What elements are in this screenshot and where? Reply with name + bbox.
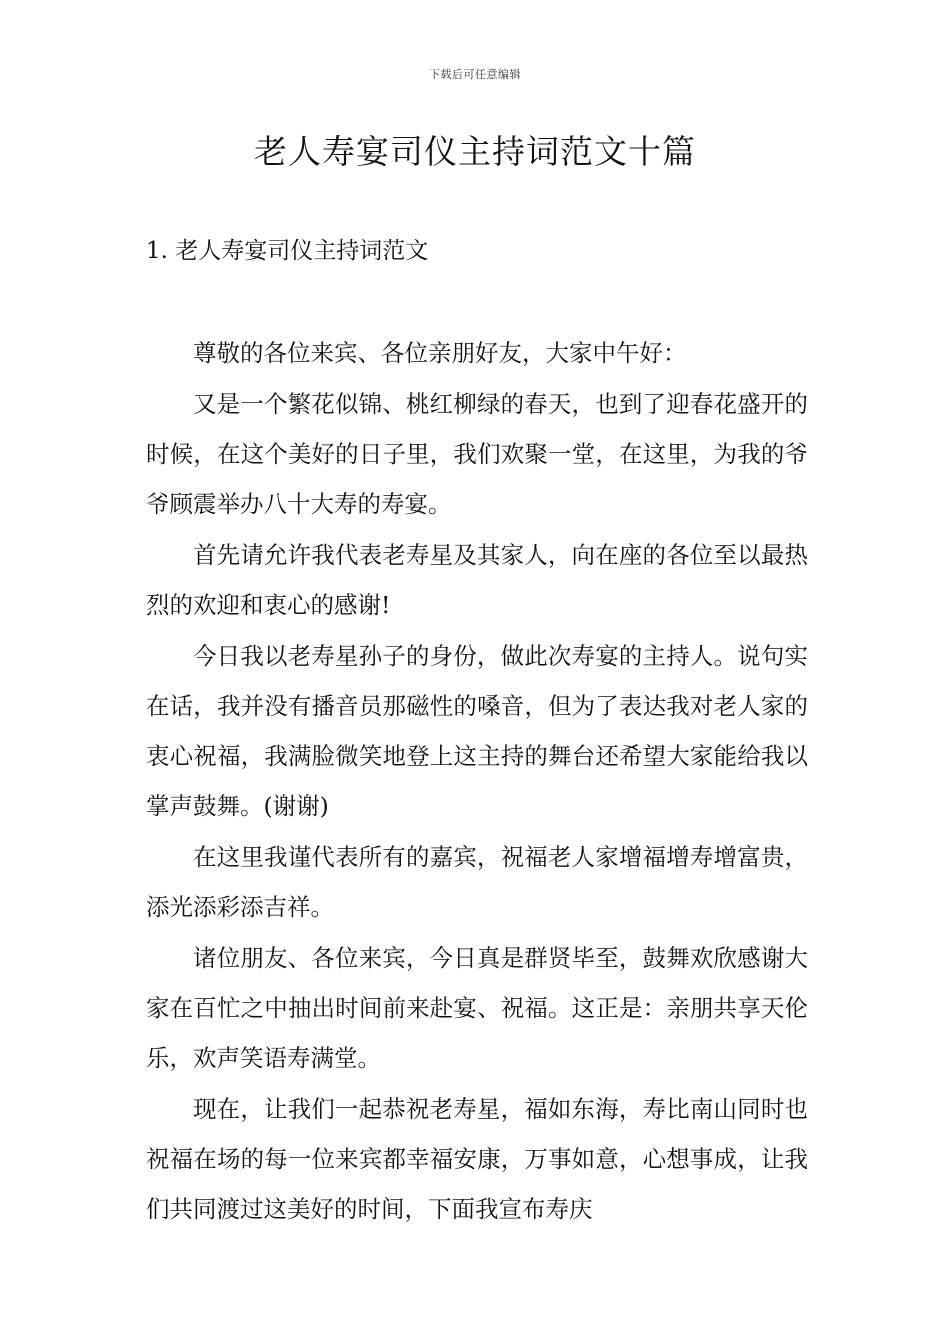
- paragraph-spring: 又是一个繁花似锦、桃红柳绿的春天，也到了迎春花盛开的时候，在这个美好的日子里，我们欢聚一堂，在这里，为我的爷爷顾震举办八十大寿的寿宴。: [146, 390, 808, 518]
- document-title: 老人寿宴司仪主持词范文十篇: [254, 132, 696, 171]
- paragraph-greeting: 尊敬的各位来宾、各位亲朋好友，大家中午好：: [193, 339, 687, 367]
- paragraph-host-intro: 今日我以老寿星孙子的身份，做此次寿宴的主持人。说句实在话，我并没有播音员那磁性的嗓音，但为了表达我对老人家的衷心祝福，我满脸微笑地登上这主持的舞台还希望大家能给我以掌声鼓舞。(谢谢): [146, 642, 808, 820]
- body-text: [146, 328, 808, 1235]
- header-note: 下载后可任意编辑: [429, 68, 521, 81]
- paragraph-toast: 现在，让我们一起恭祝老寿星，福如东海，寿比南山同时也祝福在场的每一位来宾都幸福安康，万事如意，心想事成，让我们共同渡过这美好的时间，下面我宣布寿庆: [146, 1095, 808, 1223]
- paragraph-thanks: 诸位朋友、各位来宾，今日真是群贤毕至，鼓舞欢欣感谢大家在百忙之中抽出时间前来赴宴、祝福。这正是：亲朋共享天伦乐，欢声笑语寿满堂。: [146, 944, 808, 1072]
- section-heading: 1. 老人寿宴司仪主持词范文: [146, 238, 429, 264]
- paragraph-welcome: 首先请允许我代表老寿星及其家人，向在座的各位至以最热烈的欢迎和衷心的感谢!: [146, 541, 808, 619]
- paragraph-blessing: 在这里我谨代表所有的嘉宾，祝福老人家增福增寿增富贵，添光添彩添吉祥。: [146, 843, 808, 921]
